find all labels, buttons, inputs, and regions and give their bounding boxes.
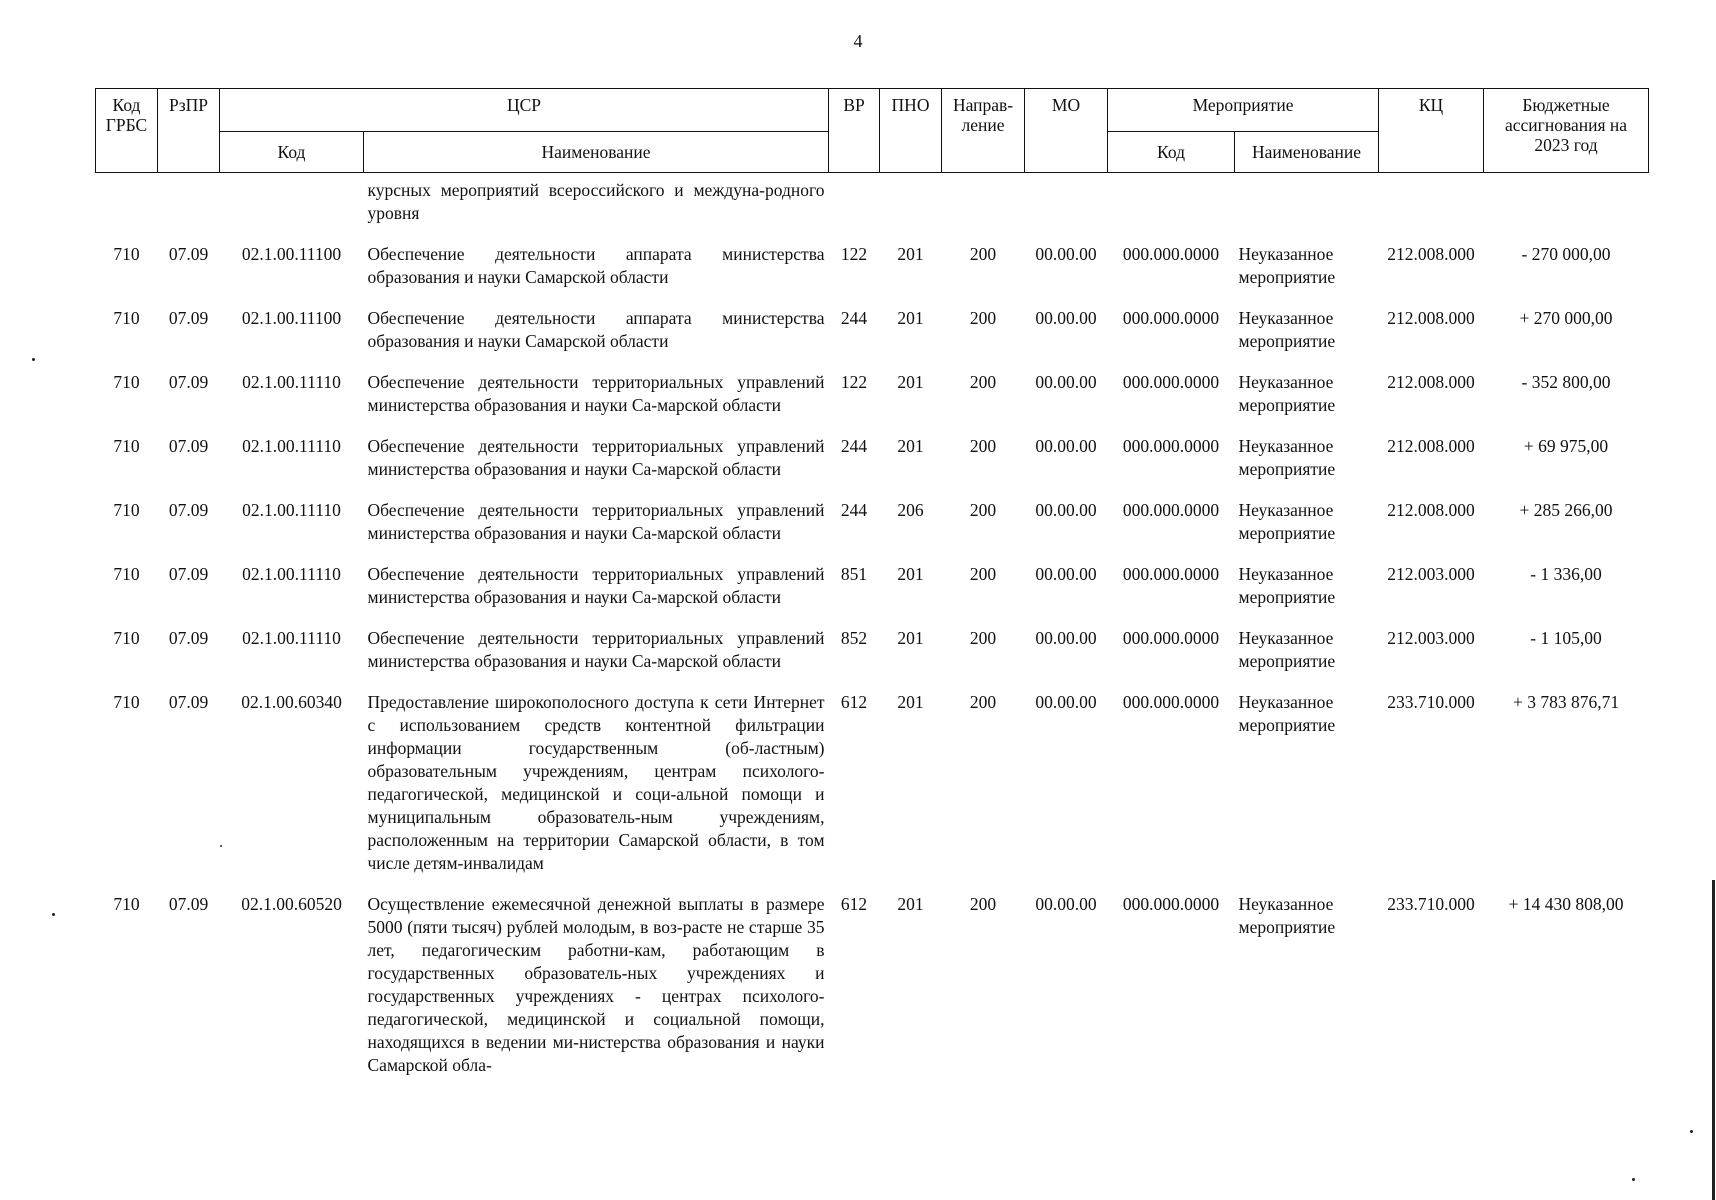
table-row xyxy=(96,681,1649,883)
scan-speck xyxy=(32,358,35,361)
page-number: 4 xyxy=(853,31,863,51)
table-row xyxy=(96,425,1649,489)
row-event-kod: 000.000.0000 xyxy=(1122,308,1220,328)
header-csr-name: Наименование xyxy=(364,132,829,173)
row-csr-kod: 02.1.00.11110 xyxy=(242,628,341,648)
row-amount: + 69 975,00 xyxy=(1523,436,1609,456)
row-event-name: Неуказанное мероприятие xyxy=(1238,564,1336,607)
row-amount: - 270 000,00 xyxy=(1521,244,1611,264)
row-event-name: Неуказанное мероприятие xyxy=(1238,308,1336,351)
row-amount: - 1 105,00 xyxy=(1530,628,1602,648)
row-grbs: 710 xyxy=(113,308,140,328)
row-event-kod: 000.000.0000 xyxy=(1122,894,1220,914)
row-csr-kod: 02.1.00.11100 xyxy=(241,308,342,328)
row-pno: 201 xyxy=(897,628,924,648)
row-grbs: 710 xyxy=(113,244,140,264)
row-pno: 201 xyxy=(897,436,924,456)
row-csr-kod: 02.1.00.11110 xyxy=(242,436,341,456)
row-event-kod: 000.000.0000 xyxy=(1122,500,1220,520)
row-csr-name: Обеспечение деятельности аппарата министерства образования и науки Самарской области xyxy=(367,308,825,351)
row-kc: 212.008.000 xyxy=(1387,436,1475,456)
table-body xyxy=(96,173,1649,1086)
row-kc: 233.710.000 xyxy=(1387,692,1475,712)
table-row xyxy=(96,297,1649,361)
row-csr-kod: 02.1.00.11110 xyxy=(242,564,341,584)
row-amount: + 3 783 876,71 xyxy=(1512,692,1620,712)
row-csr-name: Осуществление ежемесячной денежной выплаты в размере 5000 (пяти тысяч) рублей молодым, в воз-расте не старше 35 лет, педагогическим работни-кам, работающим в государственных образователь-ных учреждениях и государственных учреждениях - центрах психолого-педагогической, медицинской и социальной помощи, находящихся в ведении ми-нистерства образования и науки Самарской обла- xyxy=(367,894,825,1075)
row-pno: 201 xyxy=(897,372,924,392)
row-napr: 200 xyxy=(969,894,997,914)
row-csr-kod: 02.1.00.11100 xyxy=(241,244,342,264)
row-rzpr: 07.09 xyxy=(168,628,209,648)
row-vr: 852 xyxy=(840,628,868,648)
row-csr-name: Обеспечение деятельности аппарата министерства образования и науки Самарской области xyxy=(367,244,825,287)
row-kc: 212.003.000 xyxy=(1387,564,1475,584)
row-napr: 200 xyxy=(969,372,997,392)
row-pno: 201 xyxy=(897,308,924,328)
row-mo: 00.00.00 xyxy=(1035,308,1097,328)
row-kc: 212.008.000 xyxy=(1387,372,1475,392)
row-csr-kod: 02.1.00.60340 xyxy=(241,692,342,712)
row-rzpr: 07.09 xyxy=(168,372,209,392)
row-vr: 244 xyxy=(840,308,868,328)
table-row xyxy=(96,361,1649,425)
header-mo: МО xyxy=(1025,89,1108,173)
row-csr-name: Обеспечение деятельности территориальных управлений министерства образования и науки Са-марской области xyxy=(367,436,825,479)
row-mo: 00.00.00 xyxy=(1035,500,1097,520)
row-event-kod: 000.000.0000 xyxy=(1122,436,1220,456)
row-event-name: Неуказанное мероприятие xyxy=(1238,436,1336,479)
row-grbs: 710 xyxy=(113,894,140,914)
row-grbs: 710 xyxy=(113,436,140,456)
row-csr-name: Обеспечение деятельности территориальных управлений министерства образования и науки Са-марской области xyxy=(367,628,825,671)
row-event-name: Неуказанное мероприятие xyxy=(1238,692,1336,735)
scan-edge-line xyxy=(1712,880,1715,1200)
row-kc: 212.008.000 xyxy=(1387,500,1475,520)
row-amount: + 285 266,00 xyxy=(1519,500,1613,520)
scan-speck xyxy=(220,845,222,847)
row-grbs: 710 xyxy=(113,372,140,392)
row-napr: 200 xyxy=(969,692,997,712)
row-rzpr: 07.09 xyxy=(168,564,209,584)
row-rzpr: 07.09 xyxy=(168,500,209,520)
row-vr: 612 xyxy=(840,692,868,712)
row-amount: - 1 336,00 xyxy=(1530,564,1602,584)
row-pno: 201 xyxy=(897,564,924,584)
row-csr-kod: 02.1.00.11110 xyxy=(242,372,341,392)
scan-speck xyxy=(1690,1130,1693,1133)
row-vr: 122 xyxy=(840,372,868,392)
row-pno: 201 xyxy=(897,244,924,264)
budget-table xyxy=(95,88,1649,1085)
row-event-kod: 000.000.0000 xyxy=(1122,628,1220,648)
row-kc: 233.710.000 xyxy=(1387,894,1475,914)
row-grbs: 710 xyxy=(113,628,140,648)
row-csr-kod: 02.1.00.11110 xyxy=(242,500,341,520)
row-event-name: Неуказанное мероприятие xyxy=(1238,500,1336,543)
row-event-kod: 000.000.0000 xyxy=(1122,564,1220,584)
row-pno: 206 xyxy=(897,500,924,520)
table-row xyxy=(96,883,1649,1085)
row-event-kod: 000.000.0000 xyxy=(1122,244,1220,264)
row-mo: 00.00.00 xyxy=(1035,244,1097,264)
header-event: Мероприятие xyxy=(1108,89,1379,132)
header-kc: КЦ xyxy=(1379,89,1484,173)
continued-name-text: курсных мероприятий всероссийского и междуна-родного уровня xyxy=(367,180,825,223)
row-rzpr: 07.09 xyxy=(168,308,209,328)
row-event-name: Неуказанное мероприятие xyxy=(1238,894,1336,937)
header-csr: ЦСР xyxy=(220,89,829,132)
header-event-name: Наименование xyxy=(1235,132,1379,173)
row-kc: 212.008.000 xyxy=(1387,244,1475,264)
row-pno: 201 xyxy=(897,894,924,914)
table-row xyxy=(96,553,1649,617)
row-mo: 00.00.00 xyxy=(1035,692,1097,712)
header-kod-grbs: Код ГРБС xyxy=(96,89,158,173)
row-rzpr: 07.09 xyxy=(168,244,209,264)
row-event-name: Неуказанное мероприятие xyxy=(1238,372,1336,415)
row-kc: 212.008.000 xyxy=(1387,308,1475,328)
header-napr: Направ-ление xyxy=(942,89,1025,173)
header-amount: Бюджетные ассигнования на 2023 год xyxy=(1484,89,1649,173)
row-vr: 122 xyxy=(840,244,868,264)
row-event-kod: 000.000.0000 xyxy=(1122,692,1220,712)
row-grbs: 710 xyxy=(113,564,140,584)
row-vr: 851 xyxy=(840,564,868,584)
row-rzpr: 07.09 xyxy=(168,894,209,914)
scan-speck xyxy=(1632,1178,1635,1181)
row-napr: 200 xyxy=(969,564,997,584)
table-header xyxy=(96,89,1649,173)
row-mo: 00.00.00 xyxy=(1035,436,1097,456)
row-kc: 212.003.000 xyxy=(1387,628,1475,648)
row-amount: + 14 430 808,00 xyxy=(1508,894,1624,914)
row-csr-name: Обеспечение деятельности территориальных управлений министерства образования и науки Са-марской области xyxy=(367,500,825,543)
row-event-name: Неуказанное мероприятие xyxy=(1238,244,1336,287)
row-napr: 200 xyxy=(969,308,997,328)
row-napr: 200 xyxy=(969,436,997,456)
header-csr-kod: Код xyxy=(220,132,364,173)
row-pno: 201 xyxy=(897,692,924,712)
table-row xyxy=(96,233,1649,297)
row-mo: 00.00.00 xyxy=(1035,628,1097,648)
row-napr: 200 xyxy=(969,500,997,520)
row-csr-name: Обеспечение деятельности территориальных управлений министерства образования и науки Са-марской области xyxy=(367,372,825,415)
row-grbs: 710 xyxy=(113,692,140,712)
row-grbs: 710 xyxy=(113,500,140,520)
row-csr-name: Обеспечение деятельности территориальных управлений министерства образования и науки Са-марской области xyxy=(367,564,825,607)
table-row xyxy=(96,489,1649,553)
header-vr: ВР xyxy=(829,89,880,173)
row-csr-kod: 02.1.00.60520 xyxy=(241,894,342,914)
row-vr: 244 xyxy=(840,500,868,520)
table-row xyxy=(96,617,1649,681)
row-amount: - 352 800,00 xyxy=(1521,372,1611,392)
row-csr-name: Предоставление широкополосного доступа к сети Интернет с использованием средств контентной фильтрации информации государственным (об-ластным) образовательным учреждениям, центрам психолого-педагогической, медицинской и соци-альной помощи и муниципальным образователь-ным учреждениям, расположенным на территории Самарской области, в том числе детям-инвалидам xyxy=(367,692,825,873)
row-mo: 00.00.00 xyxy=(1035,372,1097,392)
scan-speck xyxy=(52,913,55,916)
row-mo: 00.00.00 xyxy=(1035,894,1097,914)
row-event-kod: 000.000.0000 xyxy=(1122,372,1220,392)
row-napr: 200 xyxy=(969,628,997,648)
row-napr: 200 xyxy=(969,244,997,264)
row-mo: 00.00.00 xyxy=(1035,564,1097,584)
row-rzpr: 07.09 xyxy=(168,692,209,712)
header-pno: ПНО xyxy=(880,89,942,173)
row-rzpr: 07.09 xyxy=(168,436,209,456)
row-event-name: Неуказанное мероприятие xyxy=(1238,628,1336,671)
table-row-continuation xyxy=(96,173,1649,234)
header-rzpr: РзПР xyxy=(158,89,220,173)
header-event-kod: Код xyxy=(1108,132,1235,173)
row-vr: 612 xyxy=(840,894,868,914)
row-amount: + 270 000,00 xyxy=(1519,308,1613,328)
row-vr: 244 xyxy=(840,436,868,456)
